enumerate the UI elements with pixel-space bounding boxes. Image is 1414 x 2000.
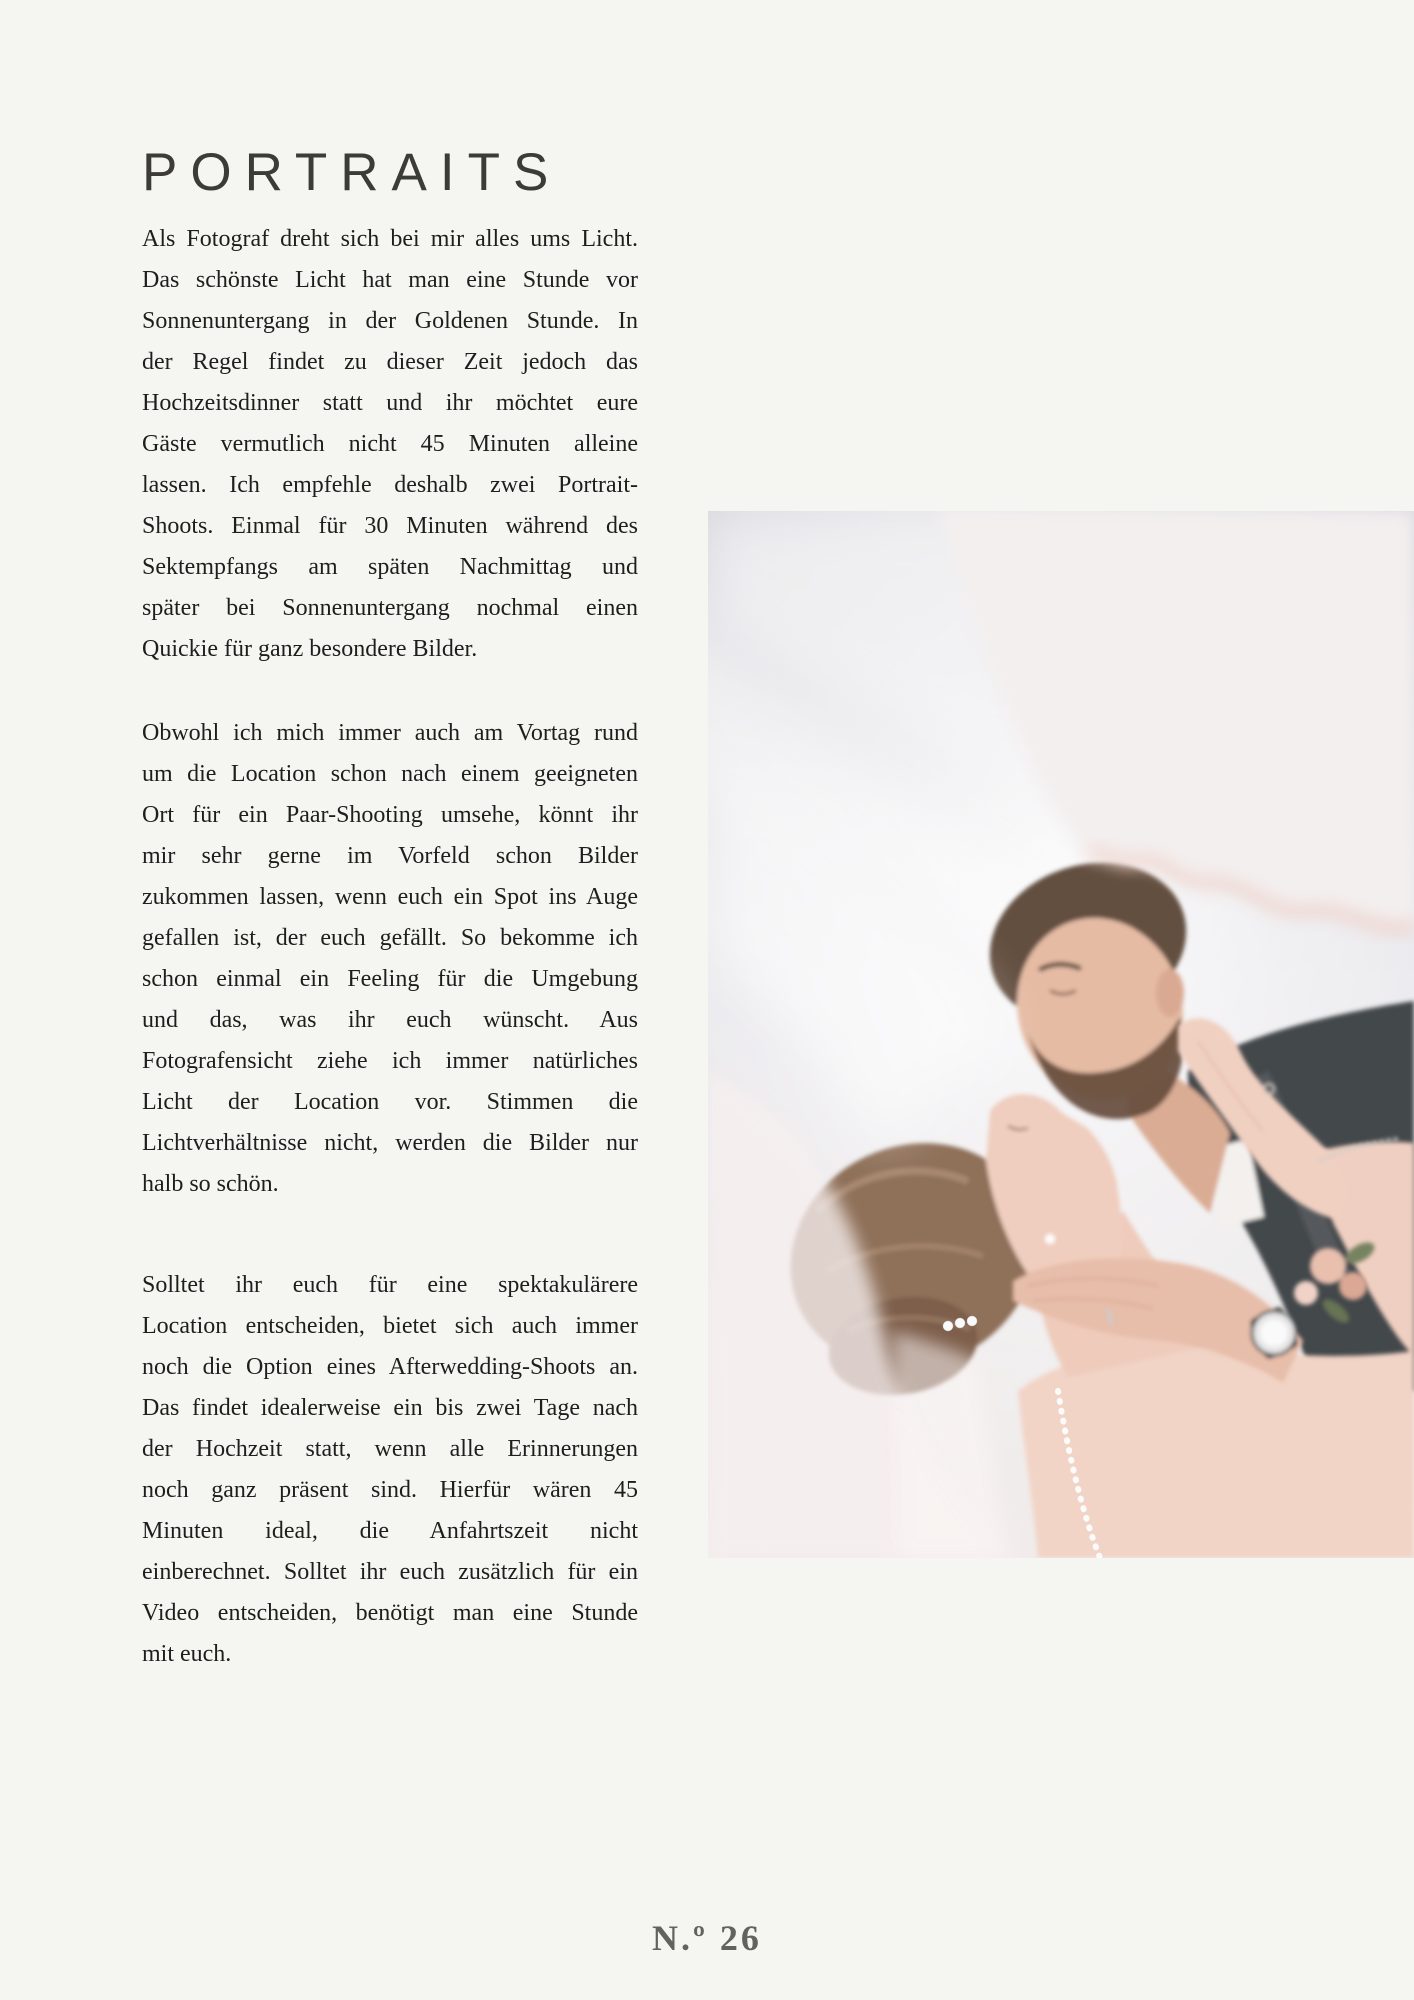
text-line: später bei Sonnenuntergang nochmal einen xyxy=(142,595,638,621)
text-line: Lichtverhältnisse nicht, werden die Bilder nur xyxy=(142,1130,638,1156)
text-line: und das, was ihr euch wünscht. Aus xyxy=(142,1007,638,1033)
text-line: mir sehr gerne im Vorfeld schon Bilder xyxy=(142,843,638,869)
text-column xyxy=(142,219,638,1675)
text-line: Das findet idealerweise ein bis zwei Tage nach xyxy=(142,1395,638,1421)
veil-bottom xyxy=(708,511,1414,1558)
text-line: Video entscheiden, benötigt man eine Stunde xyxy=(142,1600,638,1626)
text-line: Fotografensicht ziehe ich immer natürliches xyxy=(142,1048,638,1074)
text-line: zukommen lassen, wenn euch ein Spot ins Auge xyxy=(142,884,638,910)
text-line: Sektempfangs am späten Nachmittag und xyxy=(142,554,638,580)
text-line: Quickie für ganz besondere Bilder. xyxy=(142,636,478,662)
text-line: einberechnet. Solltet ihr euch zusätzlich für ein xyxy=(142,1559,638,1585)
text-line: Hochzeitsdinner statt und ihr möchtet eure xyxy=(142,390,638,416)
page-number: N.º 26 xyxy=(652,1918,762,1958)
text-line: der Regel findet zu dieser Zeit jedoch das xyxy=(142,349,638,375)
text-line: Licht der Location vor. Stimmen die xyxy=(142,1089,638,1115)
body-paragraph xyxy=(142,713,638,1205)
text-line: mit euch. xyxy=(142,1641,232,1667)
text-line: Ort für ein Paar-Shooting umsehe, könnt ihr xyxy=(142,802,638,828)
text-line: gefallen ist, der euch gefällt. So bekomme ich xyxy=(142,925,638,951)
text-line: Als Fotograf dreht sich bei mir alles ums Licht. xyxy=(142,226,638,252)
body-paragraph xyxy=(142,1265,638,1675)
text-line: schon einmal ein Feeling für die Umgebung xyxy=(142,966,638,992)
text-line: um die Location schon nach einem geeigneten xyxy=(142,761,638,787)
text-line: halb so schön. xyxy=(142,1171,279,1197)
text-line: Obwohl ich mich immer auch am Vortag rund xyxy=(142,720,638,746)
text-line: Sonnenuntergang in der Goldenen Stunde. In xyxy=(142,308,638,334)
text-line: noch ganz präsent sind. Hierfür wären 45 xyxy=(142,1477,638,1503)
page-title: PORTRAITS xyxy=(142,143,562,202)
text-line: Location entscheiden, bietet sich auch immer xyxy=(142,1313,638,1339)
text-line: Minuten ideal, die Anfahrtszeit nicht xyxy=(142,1518,638,1544)
text-line: Solltet ihr euch für eine spektakulärere xyxy=(142,1272,638,1298)
text-line: der Hochzeit statt, wenn alle Erinnerungen xyxy=(142,1436,638,1462)
text-line: Gäste vermutlich nicht 45 Minuten alleine xyxy=(142,431,638,457)
text-line: noch die Option eines Afterwedding-Shoots an. xyxy=(142,1354,638,1380)
text-line: Shoots. Einmal für 30 Minuten während des xyxy=(142,513,638,539)
text-line: lassen. Ich empfehle deshalb zwei Portrait- xyxy=(142,472,638,498)
couple-photo xyxy=(708,511,1414,1558)
text-line: Das schönste Licht hat man eine Stunde vor xyxy=(142,267,638,293)
body-paragraph xyxy=(142,219,638,670)
